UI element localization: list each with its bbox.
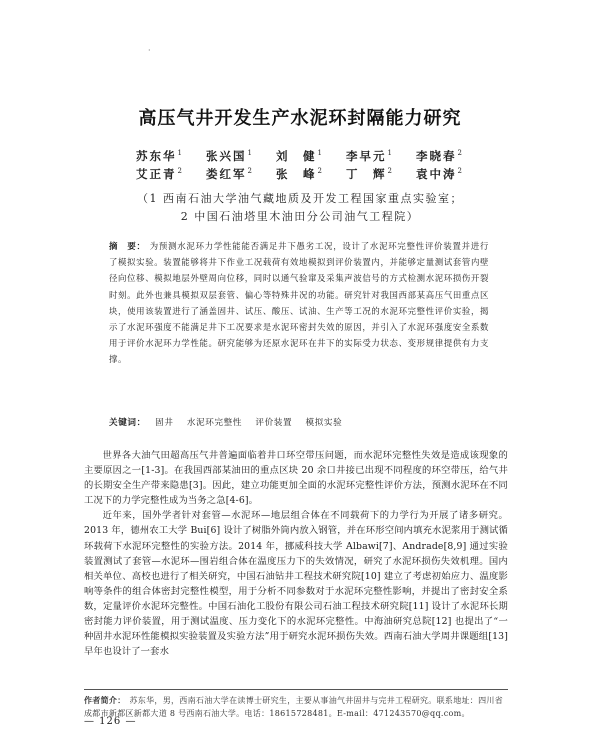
keyword: 水泥环完整性 [186,418,243,428]
abstract-label: 摘 要： [109,241,146,251]
paper-title: 高压气井开发生产水泥环封隔能力研究 [138,108,462,129]
author-line-1 [0,148,600,164]
author-name: 苏东华 [136,149,177,163]
author-name: 李早元 [346,149,387,163]
footnote-label: 作者简介： [84,695,126,705]
author-affil-mark: 2 [457,167,464,176]
keywords-label: 关键词： [109,418,146,428]
body-paragraph: 世界各大油气田超高压气井普遍面临着井口环空带压问题，而水泥环完整性失效是造成该现象的主要原因之一[1-3]。在我国西部某油田的重点区块 20 余口井接已出现不同程度的环空带压，给气井的长期安全生产带来隐患[3]。因此，建立功能更加全面的水泥环完整性评价方法，预测水泥环在不同工况下的力学完整性成为当务之急[4-6]。 [84,450,508,507]
author [136,149,184,163]
author-affil-mark: 2 [457,149,464,158]
abstract [109,238,489,368]
body-paragraph: 近年来，国外学者针对套管—水泥环—地层组合体在不同载荷下的力学行为开展了诸多研究。2013 年，德州农工大学 Bui[6] 设计了树脂外筒内放入钢管，并在环形空间内填充水泥浆用于测试循环载荷下水泥环完整性的实验方法。2014 年，挪威科技大学 Albawi[7]、Andrade[8,9] 通过实验装置测试了套管—水泥环—围岩组合体在温度压力下的失效情况，研究了水泥环损伤失效机理。国内相关单位、高校也进行了相关研究，中国石油钻井工程技术研究院[10] 建立了考虑初始应力、温度影响等条件的组合体密封完整性模型，用于分析不同参数对于水泥环完整性影响，并提出了密封安全系数，定量评价水泥环完整性。中国石油化工股份有限公司石油工程技术研究院[11] 设计了水泥环长期密封能力评价装置，用于测试温度、压力变化下的水泥环完整性。中海油研究总院[12] 也提出了“一种固井水泥环性能模拟实验装置及实验方法”用于研究水泥环损伤失效。西南石油大学周井课题组[13] 早年也设计了一套水 [84,510,508,658]
author-affil-mark: 2 [247,167,254,176]
keyword: 模拟实验 [305,418,343,428]
page-number: — 126 — [84,716,137,727]
author-affil-mark: 1 [247,149,254,158]
author [346,167,394,181]
abstract-text: 为预测水泥环力学性能能否满足井下愚劣工况，设计了水泥环完整性评价装置并进行了模拟实验。装置能够将井下作业工况载荷有效地模拟到评价装置内，并能够定量测试套管内壁径向位移、模拟地层外壁周向位移，同时以通气验窜及采集声波信号的方式检测水泥环损伤开裂时刻。此外也兼具模拟双层套管、偏心等特殊井况的功能。研究针对我国西部某高压气田重点区块，使用该装置进行了涵盖固井、试压、酸压、试油、生产等工况的水泥环完整性评价实验，揭示了水泥环强度不能满足井下工况要求是水泥环密封失效的原因，并引入了水泥环强度安全系数用于评价水泥环力学性能。研究能够为还原水泥环在井下的实际受力状态、变形规律提供有力支撑。 [109,241,489,365]
author-name: 张兴国 [206,149,247,163]
author-line-2 [0,166,600,182]
author-affil-mark: 1 [177,149,185,158]
affiliation-1: （1 西南石油大学油气藏地质及开发工程国家重点实验室； [137,192,463,205]
author [206,167,254,181]
author-name: 李晓春 [415,149,457,163]
author [346,149,394,163]
author [136,167,184,181]
author [416,149,464,163]
body-text [84,448,508,659]
author [276,167,324,181]
author-affil-mark: 1 [387,149,394,158]
author-name: 艾正青 [136,167,177,181]
author [206,149,254,163]
footnote-text: 苏东华，男，西南石油大学在读博士研究生，主要从事油气井固井与完井工程研究。联系地址：四川省成都市新都区新都大道 8 号西南石油大学。电话：18615728481。E-mail：471243570@qq.com。 [84,696,503,718]
affiliation-2: 2 中国石油塔里木油田分公司油气工程院） [180,210,420,223]
keyword: 评价装置 [255,418,293,428]
author-footnote [84,694,508,720]
author-name: 娄红军 [206,167,247,181]
author-affil-mark: 2 [317,167,324,176]
author-affil-mark: 2 [387,167,394,176]
keyword: 固井 [155,418,174,428]
keywords [109,416,489,428]
author-name: 袁中涛 [415,167,457,181]
author-name: 丁 辉 [346,167,387,181]
author-name: 刘 健 [276,149,317,163]
author-affil-mark: 2 [177,167,185,176]
author-name: 张 峰 [276,167,317,181]
header-mark: · [148,46,151,55]
footnote-divider [84,689,508,690]
author [276,149,324,163]
author-affil-mark: 1 [317,149,324,158]
author [416,167,464,181]
